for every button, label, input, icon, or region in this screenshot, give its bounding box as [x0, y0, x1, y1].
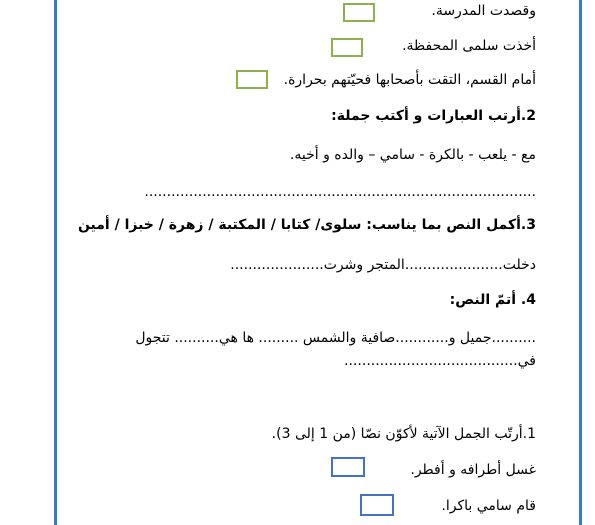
- order-sentence-2: قام سامي باكرا.: [441, 498, 536, 514]
- page-border-right: [579, 0, 582, 525]
- sentence-2: أخذت سلمى المحفظة.: [402, 38, 536, 54]
- answer-box-1[interactable]: [343, 3, 375, 22]
- question-1-title: 1.أرتّب الجمل الآتية لأكوّن نصّا (من 1 إلى 3).: [271, 426, 536, 442]
- question-3-text[interactable]: دخلت......................المتجر وشرت.....................: [230, 257, 536, 273]
- sentence-1: وقصدت المدرسة.: [431, 3, 536, 19]
- order-box-1[interactable]: [331, 457, 365, 477]
- question-4-text[interactable]: ..........جميل و............صافية والشمس ......... ها هي.......... تتجول: [135, 330, 536, 346]
- page-border-left: [54, 0, 57, 525]
- question-4-title: 4. أتمّ النص:: [449, 292, 536, 308]
- question-3-title: 3.أكمل النص بما يناسب: سلوى/ كتابا / المكتبة / زهرة / خبزا / أمين: [77, 217, 536, 233]
- question-2-answer-line[interactable]: ........................................................................................: [144, 184, 536, 200]
- question-4-text-cont[interactable]: في.......................................: [344, 353, 536, 369]
- answer-box-3[interactable]: [236, 70, 268, 89]
- question-2-title: 2.أرتب العبارات و أكتب جملة:: [331, 108, 536, 124]
- sentence-3: أمام القسم، التقت بأصحابها فحيّتهم بحرارة.: [283, 72, 536, 88]
- answer-box-2[interactable]: [331, 38, 363, 57]
- order-box-2[interactable]: [360, 494, 394, 516]
- question-2-words: مع - يلعب - بالكرة - سامي – والده و أخيه.: [289, 147, 536, 163]
- order-sentence-1: غسل أطرافه و أفطر.: [410, 462, 536, 478]
